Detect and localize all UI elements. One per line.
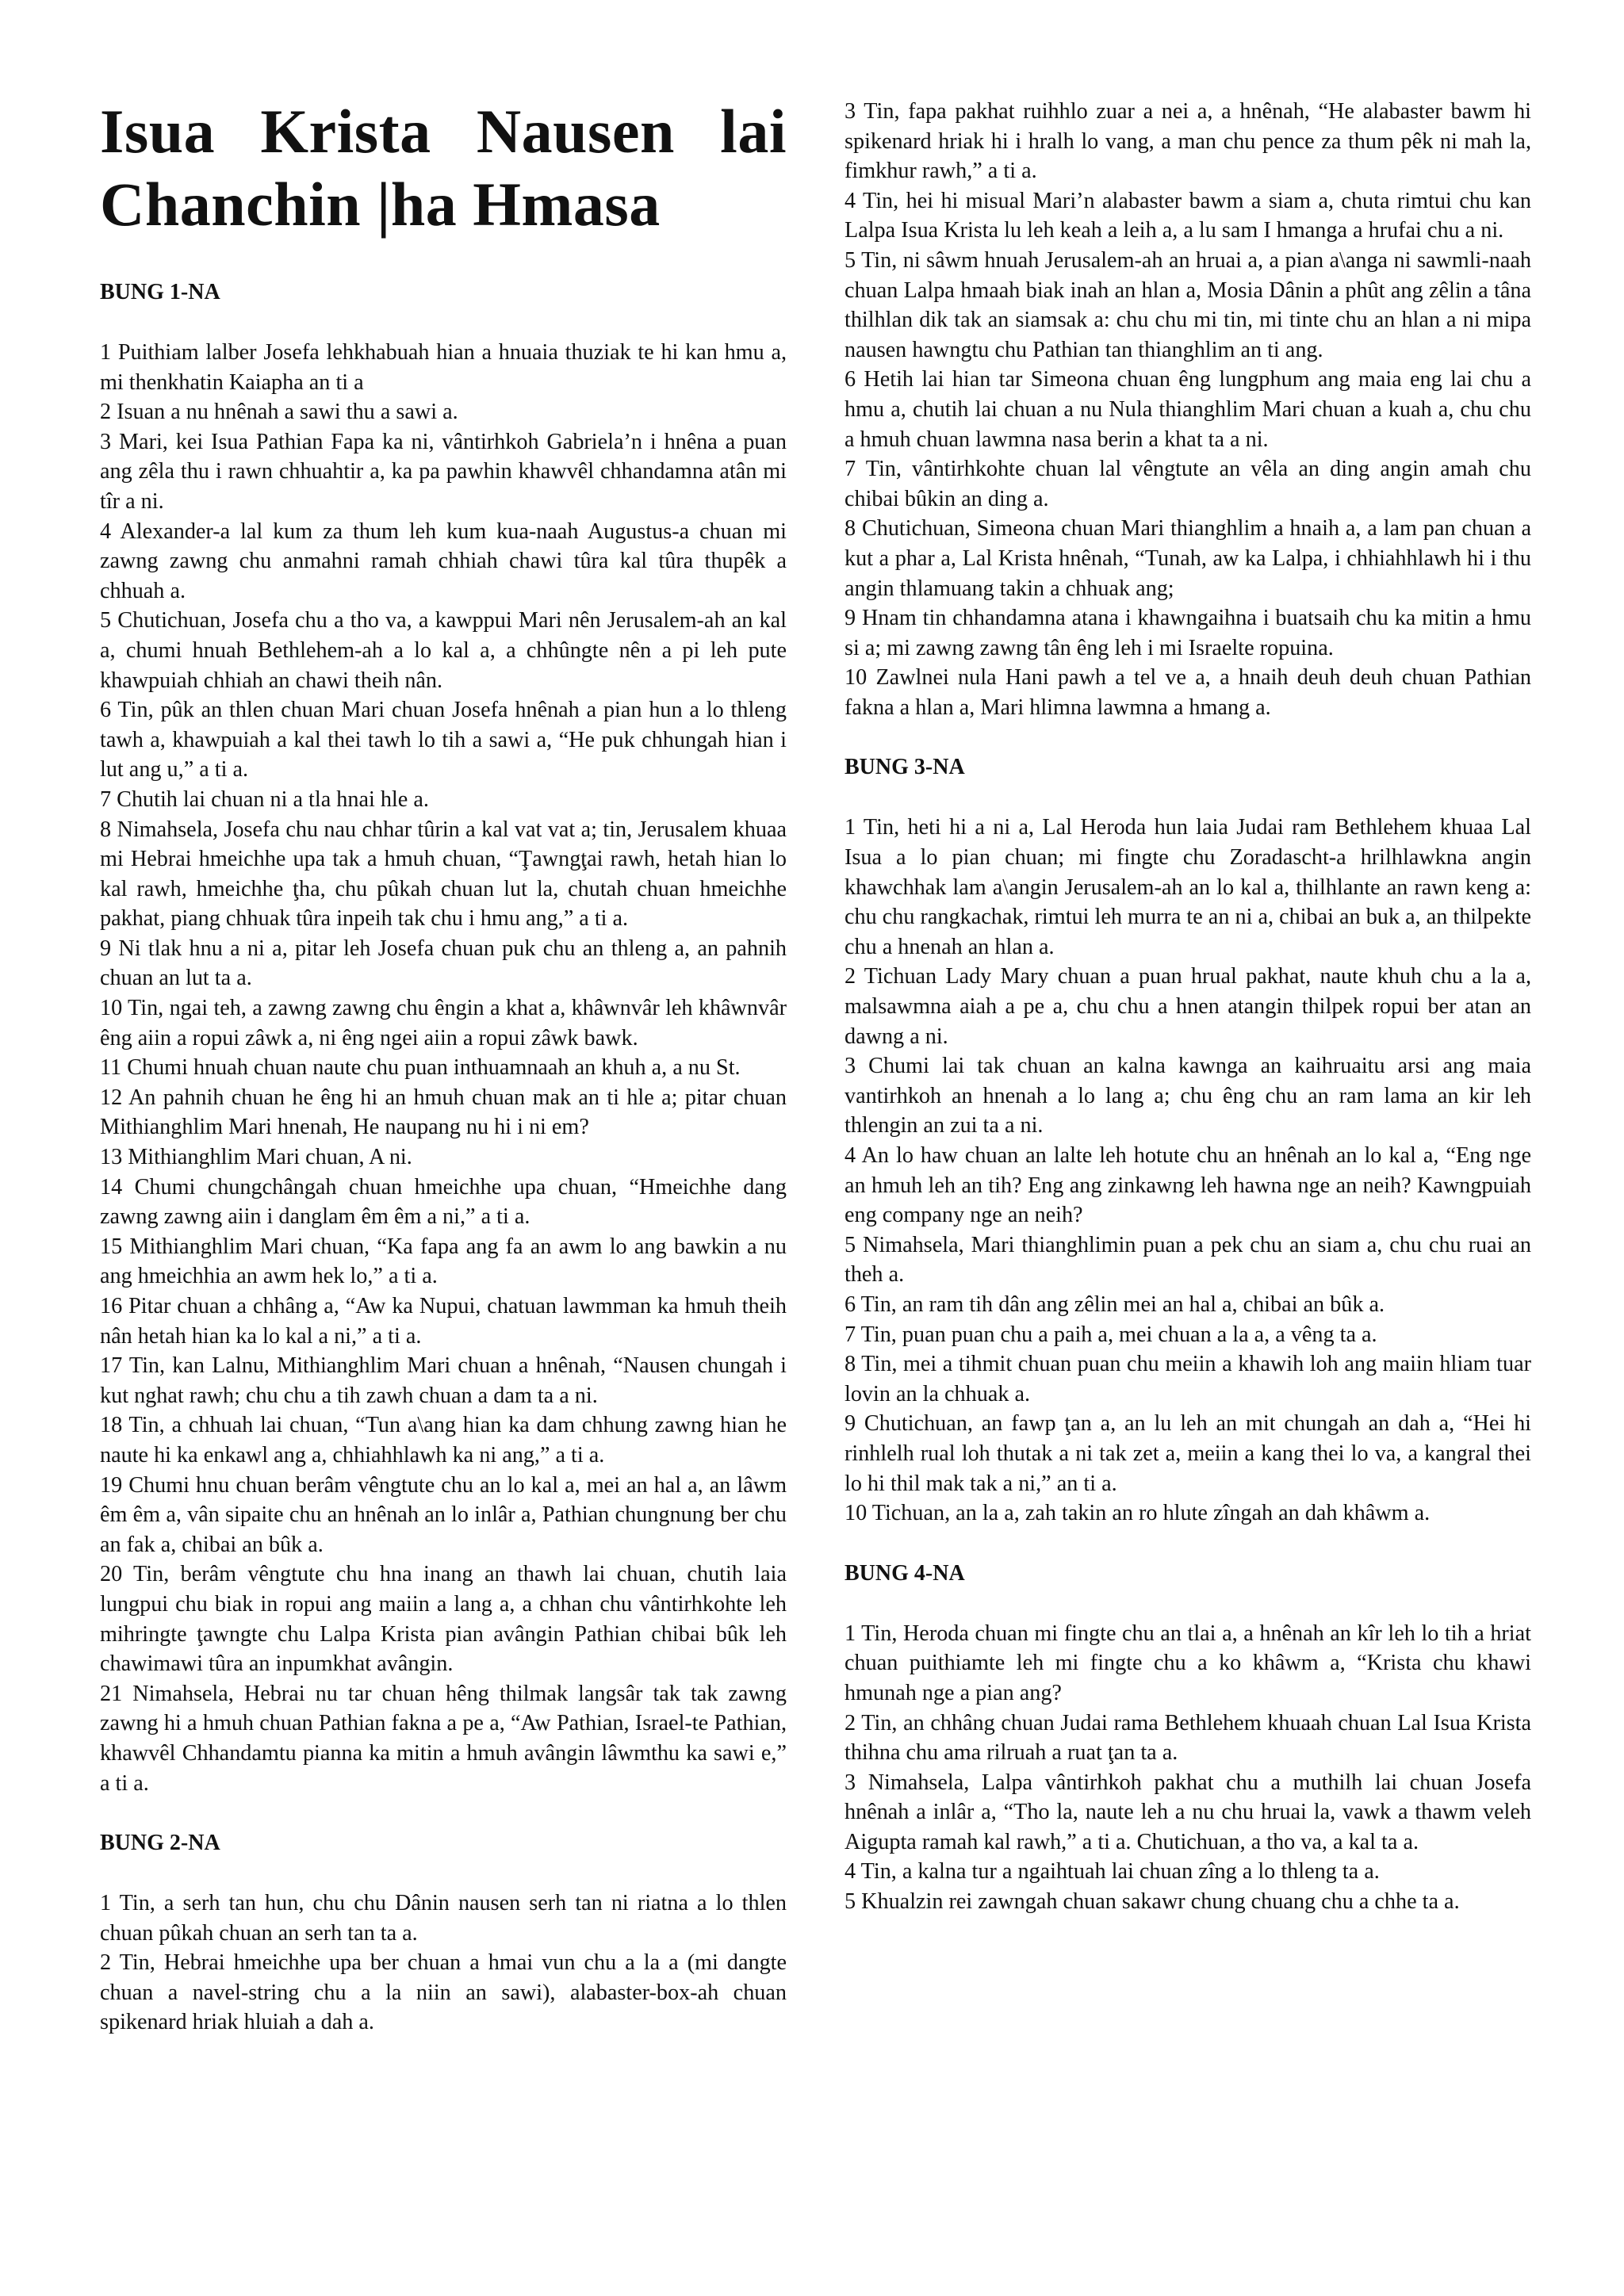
verse: 1 Tin, heti hi a ni a, Lal Heroda hun laia Judai ram Bethlehem khuaa Lal Isua a lo pian chuan; mi fingte chu Zoradascht-a hrilhlawkna angin khawchhak lam a\angin Jerusalem-ah an lo kal a, thilhlante an rawn keng a: chu chu rangkachak, rimtui leh murra te an ni a, chibai an buk a, an thilpekte chu a hnenah an hlan a. <box>845 815 1531 959</box>
verse-list <box>100 1888 787 2038</box>
verse: 1 Tin, a serh tan hun, chu chu Dânin nausen serh tan ni riatna a lo thlen chuan pûkah chuan an serh tan ta a. <box>100 1891 787 1946</box>
verse: 4 An lo haw chuan an lalte leh hotute chu an hnênah an lo kal a, “Eng nge an hmuh leh an tih? Eng ang zinkawng leh hawna nge an neih? Kawngpuiah eng company nge an neih? <box>845 1143 1531 1228</box>
verse: 9 Chutichuan, an fawp ţan a, an lu leh an mit chungah an dah a, “Hei hi rinhlelh rual loh thutak a ni tak zet a, meiin a kang thei lo va, a kangral thei lo hi thil mak tak a ni,” an ti a. <box>845 1411 1531 1496</box>
verse: 7 Tin, puan puan chu a paih a, mei chuan a la a, a vêng ta a. <box>845 1322 1377 1347</box>
document-title: Isua Krista Nausen lai Chanchin |ha Hmasa <box>100 97 787 239</box>
verse: 6 Hetih lai hian tar Simeona chuan êng lungphum ang maia eng lai chu a hmu a, chutih lai chuan a nu Nula thianghlim Mari chuan a kuah a, chu chu a hmuh chuan lawmna nasa berin a khat ta a ni. <box>845 367 1531 452</box>
verse: 19 Chumi hnu chuan berâm vêngtute chu an lo kal a, mei an hal a, an lâwm êm êm a, vân sipaite chu an hnênah an lo inlâr a, Pathian chungnung ber chu an fak a, chibai an bûk a. <box>100 1472 787 1557</box>
verse: 1 Puithiam lalber Josefa lehkhabuah hian a hnuaia thuziak te hi kan hmu a, mi thenkhatin Kaiapha an ti a <box>100 340 787 395</box>
verse: 5 Tin, ni sâwm hnuah Jerusalem-ah an hruai a, a pian a\anga ni sawmli-naah chuan Lalpa hmaah biak inah an hlan a, Mosia Dânin a phût ang zêlin a tâna thilhlan dik tak an siamsak a: chu chu mi tin, mi tinte chu an hlan a ni mipa nausen hawngtu chu Pathian tan thianghlim an ti ang. <box>845 247 1531 362</box>
chapter-heading: BUNG 2-NA <box>100 1831 220 1856</box>
verse: 3 Mari, kei Isua Pathian Fapa ka ni, vântirhkoh Gabriela’n i hnêna a puan ang zêla thu i rawn chhuahtir a, ka pa pawhin khawvêl chhandamna atân mi tîr a ni. <box>100 429 787 514</box>
chapter-heading: BUNG 4-NA <box>845 1560 965 1586</box>
verse: 15 Mithianghlim Mari chuan, “Ka fapa ang fa an awm lo ang bawkin a nu ang hmeichhia an awm hek lo,” a ti a. <box>100 1234 787 1289</box>
chapter-2-continued <box>845 97 1531 722</box>
verse: 3 Nimahsela, Lalpa vântirhkoh pakhat chu a muthilh lai chuan Josefa hnênah a inlâr a, “Tho la, naute leh a nu chu hruai la, vawk a thawm veleh Aigupta ramah kal rawh,” a ti a. Chutichuan, a tho va, a kal ta a. <box>845 1770 1531 1854</box>
verse: 2 Tichuan Lady Mary chuan a puan hrual pakhat, naute khuh chu a la a, malsawmna aiah a pe a, chu chu a hnen atangin thilpek ropui ber atan an dawng a ni. <box>845 964 1531 1049</box>
verse: 7 Tin, vântirhkohte chuan lal vêngtute an vêla an ding angin amah chu chibai bûkin an ding a. <box>845 457 1531 511</box>
verse: 1 Tin, Heroda chuan mi fingte chu an tlai a, a hnênah an kîr leh lo tih a hriat chuan puithiamte leh mi fingte chu a ko khâwm a, “Krista chu khawi hmunah nge a pian ang? <box>845 1621 1531 1705</box>
chapter-3 <box>845 752 1531 1528</box>
verse: 7 Chutih lai chuan ni a tla hnai hle a. <box>100 786 429 812</box>
verse: 5 Chutichuan, Josefa chu a tho va, a kawppui Mari nên Jerusalem-ah an kal a, chumi hnuah Bethlehem-ah a lo kal a, a chhûngte nên a pi leh pute khawpuiah chhiah an chawi theih nân. <box>100 608 787 693</box>
verse: 4 Alexander-a lal kum za thum leh kum kua-naah Augustus-a chuan mi zawng zawng chu anmahni ramah chhiah chawi tûra kal tûra thupêk a chhuah a. <box>100 519 787 603</box>
verse: 8 Nimahsela, Josefa chu nau chhar tûrin a kal vat vat a; tin, Jerusalem khuaa mi Hebrai hmeichhe upa tak a hmuh chuan, “Ţawngţai rawh, hetah hian lo kal rawh, hmeichhe ţha, chu pûkah chuan lut la, chutah chuan hmeichhe pakhat, piang chhuak tûra inpeih tak chu i hmu ang,” a ti a. <box>100 817 787 932</box>
verse: 3 Tin, fapa pakhat ruihhlo zuar a nei a, a hnênah, “He alabaster bawm hi spikenard hriak hi i hralh lo vang, a man chu pence za thum pêk ni mah la, fimkhur rawh,” a ti a. <box>845 99 1531 184</box>
verse: 9 Ni tlak hnu a ni a, pitar leh Josefa chuan puk chu an thleng a, an pahnih chuan an lut ta a. <box>100 936 787 991</box>
verse: 16 Pitar chuan a chhâng a, “Aw ka Nupui, chatuan lawmman ka hmuh theih nân hetah hian ka lo kal a ni,” a ti a. <box>100 1294 787 1349</box>
verse: 14 Chumi chungchângah chuan hmeichhe upa chuan, “Hmeichhe dang zawng zawng aiin i danglam êm êm a ni,” a ti a. <box>100 1174 787 1230</box>
verse: 6 Tin, an ram tih dân ang zêlin mei an hal a, chibai an bûk a. <box>845 1292 1385 1317</box>
verse: 2 Tin, Hebrai hmeichhe upa ber chuan a hmai vun chu a la a (mi dangte chuan a navel-string chu a la niin an sawi), alabaster-box-ah chuan spikenard hriak hluiah a dah a. <box>100 1950 787 2035</box>
verse: 5 Khualzin rei zawngah chuan sakawr chung chuang chu a chhe ta a. <box>845 1889 1460 1915</box>
chapter-heading: BUNG 3-NA <box>845 755 965 780</box>
verse: 21 Nimahsela, Hebrai nu tar chuan hêng thilmak langsâr tak tak zawng zawng hi a hmuh chuan Pathian fakna a pe a, “Aw Pathian, Israel-te Pathian, khawvêl Chhandamtu pianna ka mitin a hmuh avângin lâwmthu ka sawi e,” a ti a. <box>100 1681 787 1796</box>
verse-list <box>845 813 1531 1528</box>
verse: 13 Mithianghlim Mari chuan, A ni. <box>100 1145 412 1170</box>
verse: 18 Tin, a chhuah lai chuan, “Tun a\ang hian ka dam chhung zawng hian he naute hi ka enkawl ang a, chhiahhlawh ka ni ang,” a ti a. <box>100 1413 787 1468</box>
chapter-1 <box>100 277 787 1798</box>
chapter-4 <box>845 1559 1531 1917</box>
verse: 6 Tin, pûk an thlen chuan Mari chuan Josefa hnênah a pian hun a lo thleng tawh a, khawpuiah a kal thei tawh lo tih a sawi a, “He puk chhungah hian i lut ang u,” a ti a. <box>100 698 787 783</box>
verse: 8 Chutichuan, Simeona chuan Mari thianghlim a hnaih a, a lam pan chuan a kut a phar a, Lal Krista hnênah, “Tunah, aw ka Lalpa, i chhiahhlawh hi i thu angin thlamuang takin a chhuak ang; <box>845 516 1531 601</box>
chapter-heading: BUNG 1-NA <box>100 280 220 304</box>
verse: 4 Tin, hei hi misual Mari’n alabaster bawm a siam a, chuta rimtui chu kan Lalpa Isua Krista lu leh keah a leih a, a lu sam I hmanga a hrufai chu a ni. <box>845 188 1531 243</box>
left-column <box>100 95 787 2038</box>
verse: 10 Zawlnei nula Hani pawh a tel ve a, a hnaih deuh deuh chuan Pathian fakna a hlan a, Mari hlimna lawmna a hmang a. <box>845 665 1531 720</box>
verse-list <box>100 338 787 1798</box>
verse-list <box>845 1619 1531 1917</box>
verse: 4 Tin, a kalna tur a ngaihtuah lai chuan zîng a lo thleng ta a. <box>845 1859 1380 1885</box>
verse: 9 Hnam tin chhandamna atana i khawngaihna i buatsaih chu ka mitin a hmu si a; mi zawng zawng tân êng leh i mi Israelte ropuina. <box>845 606 1531 660</box>
chapter-2 <box>100 1828 787 2038</box>
verse: 12 An pahnih chuan he êng hi an hmuh chuan mak an ti hle a; pitar chuan Mithianghlim Mari hnenah, He naupang nu hi i ni em? <box>100 1085 787 1140</box>
verse: 5 Nimahsela, Mari thianghlimin puan a pek chu an siam a, chu chu ruai an theh a. <box>845 1232 1531 1288</box>
verse: 10 Tichuan, an la a, zah takin an ro hlute zîngah an dah khâwm a. <box>845 1501 1431 1526</box>
verse: 20 Tin, berâm vêngtute chu hna inang an thawh lai chuan, chutih laia lungpui chu biak in ropui ang maiin a lang a, a chhan chu vântirhkohte leh mihringte ţawngte chu Lalpa Krista pian avângin Pathian chibai bûk leh chawimawi tûra an inpumkhat avângin. <box>100 1562 787 1677</box>
verse-list <box>845 97 1531 722</box>
verse: 10 Tin, ngai teh, a zawng zawng chu êngin a khat a, khâwnvâr leh khâwnvâr êng aiin a ropui zâwk a, ni êng ngei aiin a ropui zâwk bawk. <box>100 996 787 1050</box>
right-column <box>845 97 1531 1917</box>
verse: 17 Tin, kan Lalnu, Mithianghlim Mari chuan a hnênah, “Nausen chungah i kut nghat rawh; chu chu a tih zawh chuan a dam ta a ni. <box>100 1353 787 1408</box>
verse: 2 Isuan a nu hnênah a sawi thu a sawi a. <box>100 400 458 425</box>
verse: 2 Tin, an chhâng chuan Judai rama Bethlehem khuaah chuan Lal Isua Krista thihna chu ama rilruah a ruat ţan ta a. <box>845 1710 1531 1766</box>
verse: 3 Chumi lai tak chuan an kalna kawnga an kaihruaitu arsi ang maia vantirhkoh an hnenah a lo lang a; chu êng chu an ram lama an kir leh thlengin an zui ta a ni. <box>845 1054 1531 1138</box>
verse: 11 Chumi hnuah chuan naute chu puan inthuamnaah an khuh a, a nu St. <box>100 1055 741 1081</box>
verse: 8 Tin, mei a tihmit chuan puan chu meiin a khawih loh ang maiin hliam tuar lovin an la chhuak a. <box>845 1352 1531 1406</box>
